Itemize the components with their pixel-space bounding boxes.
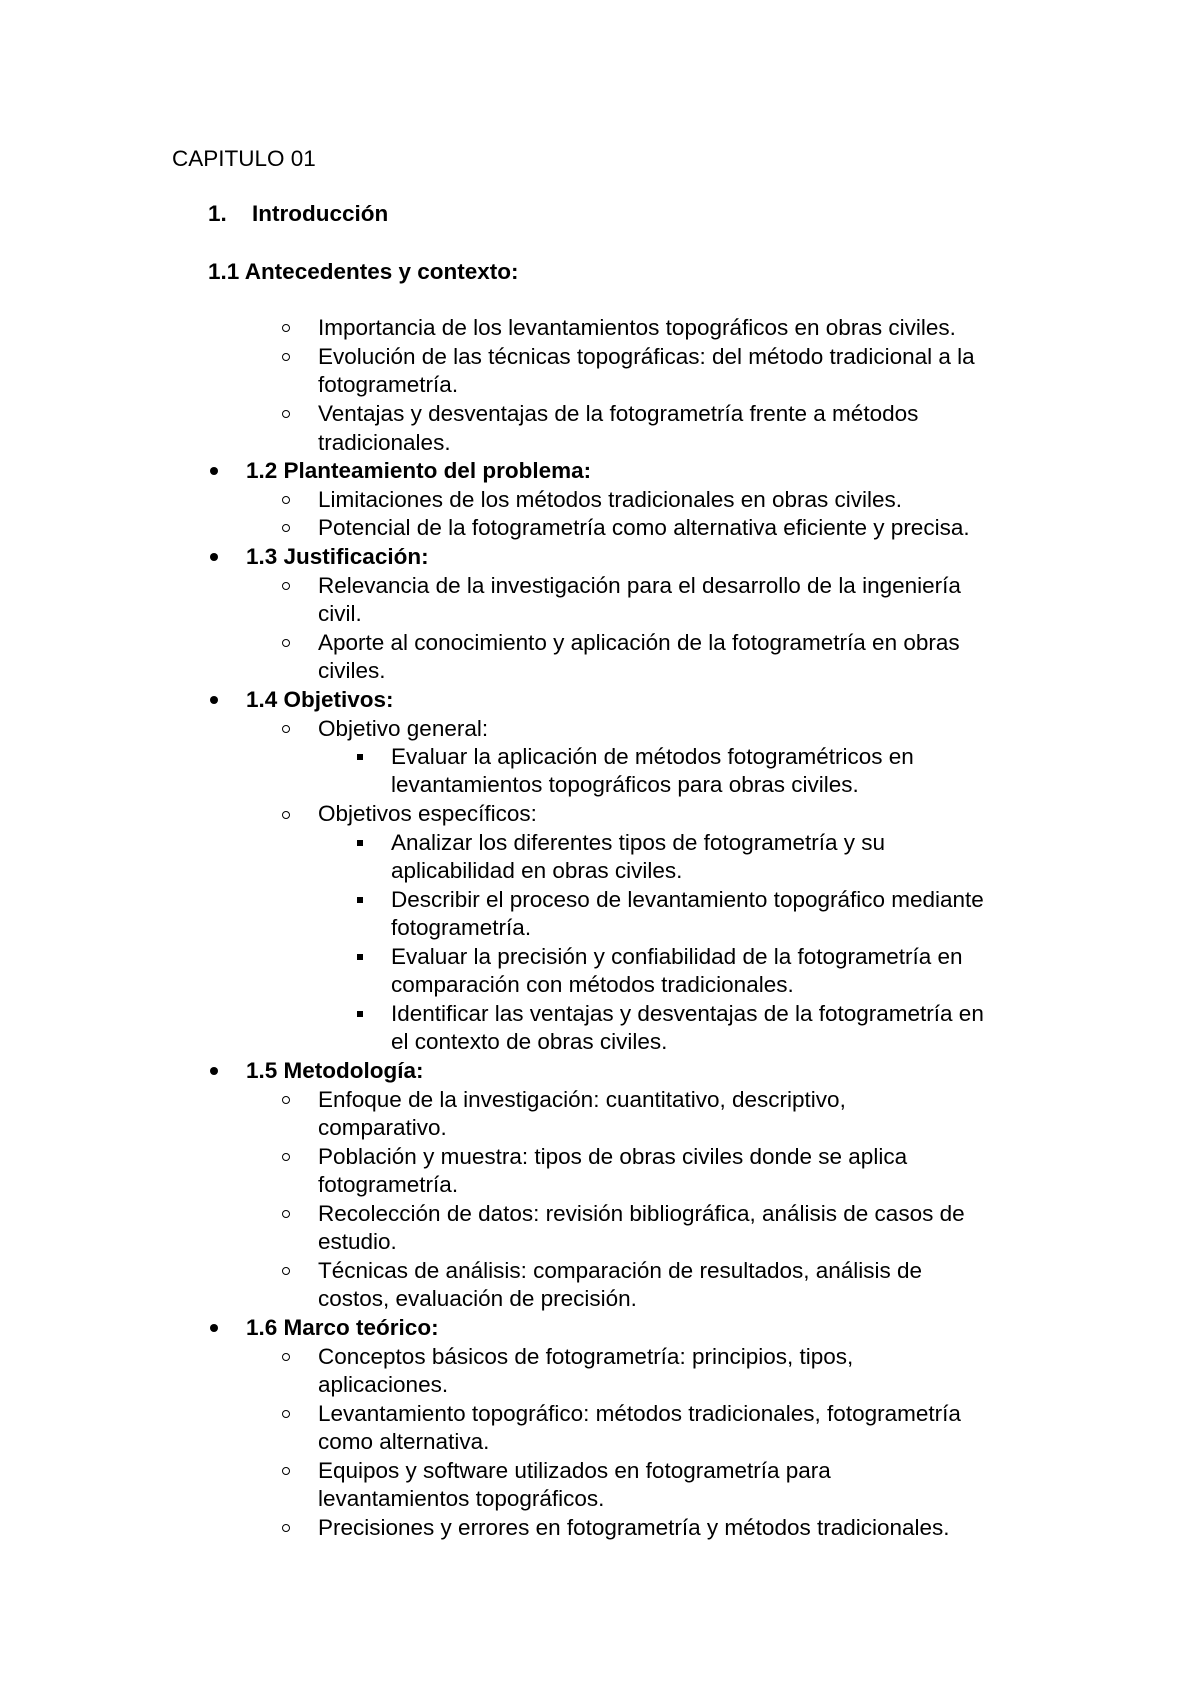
circle-bullet-icon bbox=[282, 1210, 290, 1218]
circle-bullet-icon bbox=[282, 353, 290, 361]
list-item-continuation: costos, evaluación de precisión. bbox=[318, 1286, 637, 1311]
chapter-title: CAPITULO 01 bbox=[172, 146, 316, 171]
sub-list-item: Evaluar la precisión y confiabilidad de la fotogrametría en bbox=[391, 944, 963, 969]
list-item-continuation: levantamientos topográficos. bbox=[318, 1486, 605, 1511]
circle-bullet-icon bbox=[282, 496, 290, 504]
bullet-icon bbox=[210, 467, 218, 475]
bullet-icon bbox=[210, 696, 218, 704]
circle-bullet-icon bbox=[282, 1096, 290, 1104]
sub-list-item: Analizar los diferentes tipos de fotogrametría y su bbox=[391, 830, 886, 855]
list-item-continuation: comparativo. bbox=[318, 1115, 447, 1140]
square-bullet-icon bbox=[357, 840, 363, 846]
list-item: Objetivos específicos: bbox=[318, 801, 537, 826]
section-1-5-heading: 1.5 Metodología: bbox=[246, 1058, 424, 1083]
circle-bullet-icon bbox=[282, 324, 290, 332]
square-bullet-icon bbox=[357, 754, 363, 760]
list-item-continuation: tradicionales. bbox=[318, 430, 451, 455]
sub-list-item-continuation: levantamientos topográficos para obras civiles. bbox=[391, 772, 859, 797]
list-item: Conceptos básicos de fotogrametría: principios, tipos, bbox=[318, 1344, 854, 1369]
square-bullet-icon bbox=[357, 1011, 363, 1017]
circle-bullet-icon bbox=[282, 811, 290, 819]
list-item: Técnicas de análisis: comparación de resultados, análisis de bbox=[318, 1258, 923, 1283]
sub-list-item-continuation: comparación con métodos tradicionales. bbox=[391, 972, 794, 997]
list-item-continuation: civiles. bbox=[318, 658, 386, 683]
sub-list-item-continuation: fotogrametría. bbox=[391, 915, 532, 940]
circle-bullet-icon bbox=[282, 582, 290, 590]
circle-bullet-icon bbox=[282, 1467, 290, 1475]
list-item: Importancia de los levantamientos topográficos en obras civiles. bbox=[318, 315, 956, 340]
sub-list-item: Describir el proceso de levantamiento topográfico mediante bbox=[391, 887, 984, 912]
circle-bullet-icon bbox=[282, 1353, 290, 1361]
list-item: Objetivo general: bbox=[318, 716, 489, 741]
list-item: Enfoque de la investigación: cuantitativo, descriptivo, bbox=[318, 1087, 846, 1112]
square-bullet-icon bbox=[357, 897, 363, 903]
list-item-continuation: aplicaciones. bbox=[318, 1372, 449, 1397]
list-item: Ventajas y desventajas de la fotogrametría frente a métodos bbox=[318, 401, 919, 426]
bullet-icon bbox=[210, 1324, 218, 1332]
section-1-4-heading: 1.4 Objetivos: bbox=[246, 687, 394, 712]
square-bullet-icon bbox=[357, 954, 363, 960]
intro-number: 1. bbox=[208, 201, 227, 226]
section-1-2-heading: 1.2 Planteamiento del problema: bbox=[246, 458, 592, 483]
list-item-continuation: civil. bbox=[318, 601, 362, 626]
circle-bullet-icon bbox=[282, 725, 290, 733]
intro-heading: Introducción bbox=[252, 201, 389, 226]
list-item: Relevancia de la investigación para el desarrollo de la ingeniería bbox=[318, 573, 961, 598]
list-item: Equipos y software utilizados en fotogrametría para bbox=[318, 1458, 831, 1483]
circle-bullet-icon bbox=[282, 639, 290, 647]
section-1-1-heading: 1.1 Antecedentes y contexto: bbox=[208, 259, 519, 284]
list-item: Precisiones y errores en fotogrametría y métodos tradicionales. bbox=[318, 1515, 950, 1540]
sub-list-item: Identificar las ventajas y desventajas de la fotogrametría en bbox=[391, 1001, 984, 1026]
list-item-continuation: como alternativa. bbox=[318, 1429, 490, 1454]
list-item: Aporte al conocimiento y aplicación de la fotogrametría en obras bbox=[318, 630, 960, 655]
bullet-icon bbox=[210, 1067, 218, 1075]
section-1-6-heading: 1.6 Marco teórico: bbox=[246, 1315, 439, 1340]
list-item: Levantamiento topográfico: métodos tradicionales, fotogrametría bbox=[318, 1401, 961, 1426]
section-1-3-heading: 1.3 Justificación: bbox=[246, 544, 429, 569]
bullet-icon bbox=[210, 553, 218, 561]
list-item-continuation: fotogrametría. bbox=[318, 1172, 459, 1197]
circle-bullet-icon bbox=[282, 524, 290, 532]
list-item: Recolección de datos: revisión bibliográfica, análisis de casos de bbox=[318, 1201, 965, 1226]
list-item: Evolución de las técnicas topográficas: del método tradicional a la bbox=[318, 344, 975, 369]
sub-list-item-continuation: el contexto de obras civiles. bbox=[391, 1029, 668, 1054]
list-item: Limitaciones de los métodos tradicionales en obras civiles. bbox=[318, 487, 903, 512]
list-item: Población y muestra: tipos de obras civiles donde se aplica bbox=[318, 1144, 908, 1169]
circle-bullet-icon bbox=[282, 1524, 290, 1532]
sub-list-item: Evaluar la aplicación de métodos fotogramétricos en bbox=[391, 744, 914, 769]
sub-list-item-continuation: aplicabilidad en obras civiles. bbox=[391, 858, 683, 883]
list-item-continuation: fotogrametría. bbox=[318, 372, 459, 397]
list-item: Potencial de la fotogrametría como alternativa eficiente y precisa. bbox=[318, 515, 970, 540]
circle-bullet-icon bbox=[282, 410, 290, 418]
circle-bullet-icon bbox=[282, 1153, 290, 1161]
list-item-continuation: estudio. bbox=[318, 1229, 397, 1254]
circle-bullet-icon bbox=[282, 1410, 290, 1418]
circle-bullet-icon bbox=[282, 1267, 290, 1275]
